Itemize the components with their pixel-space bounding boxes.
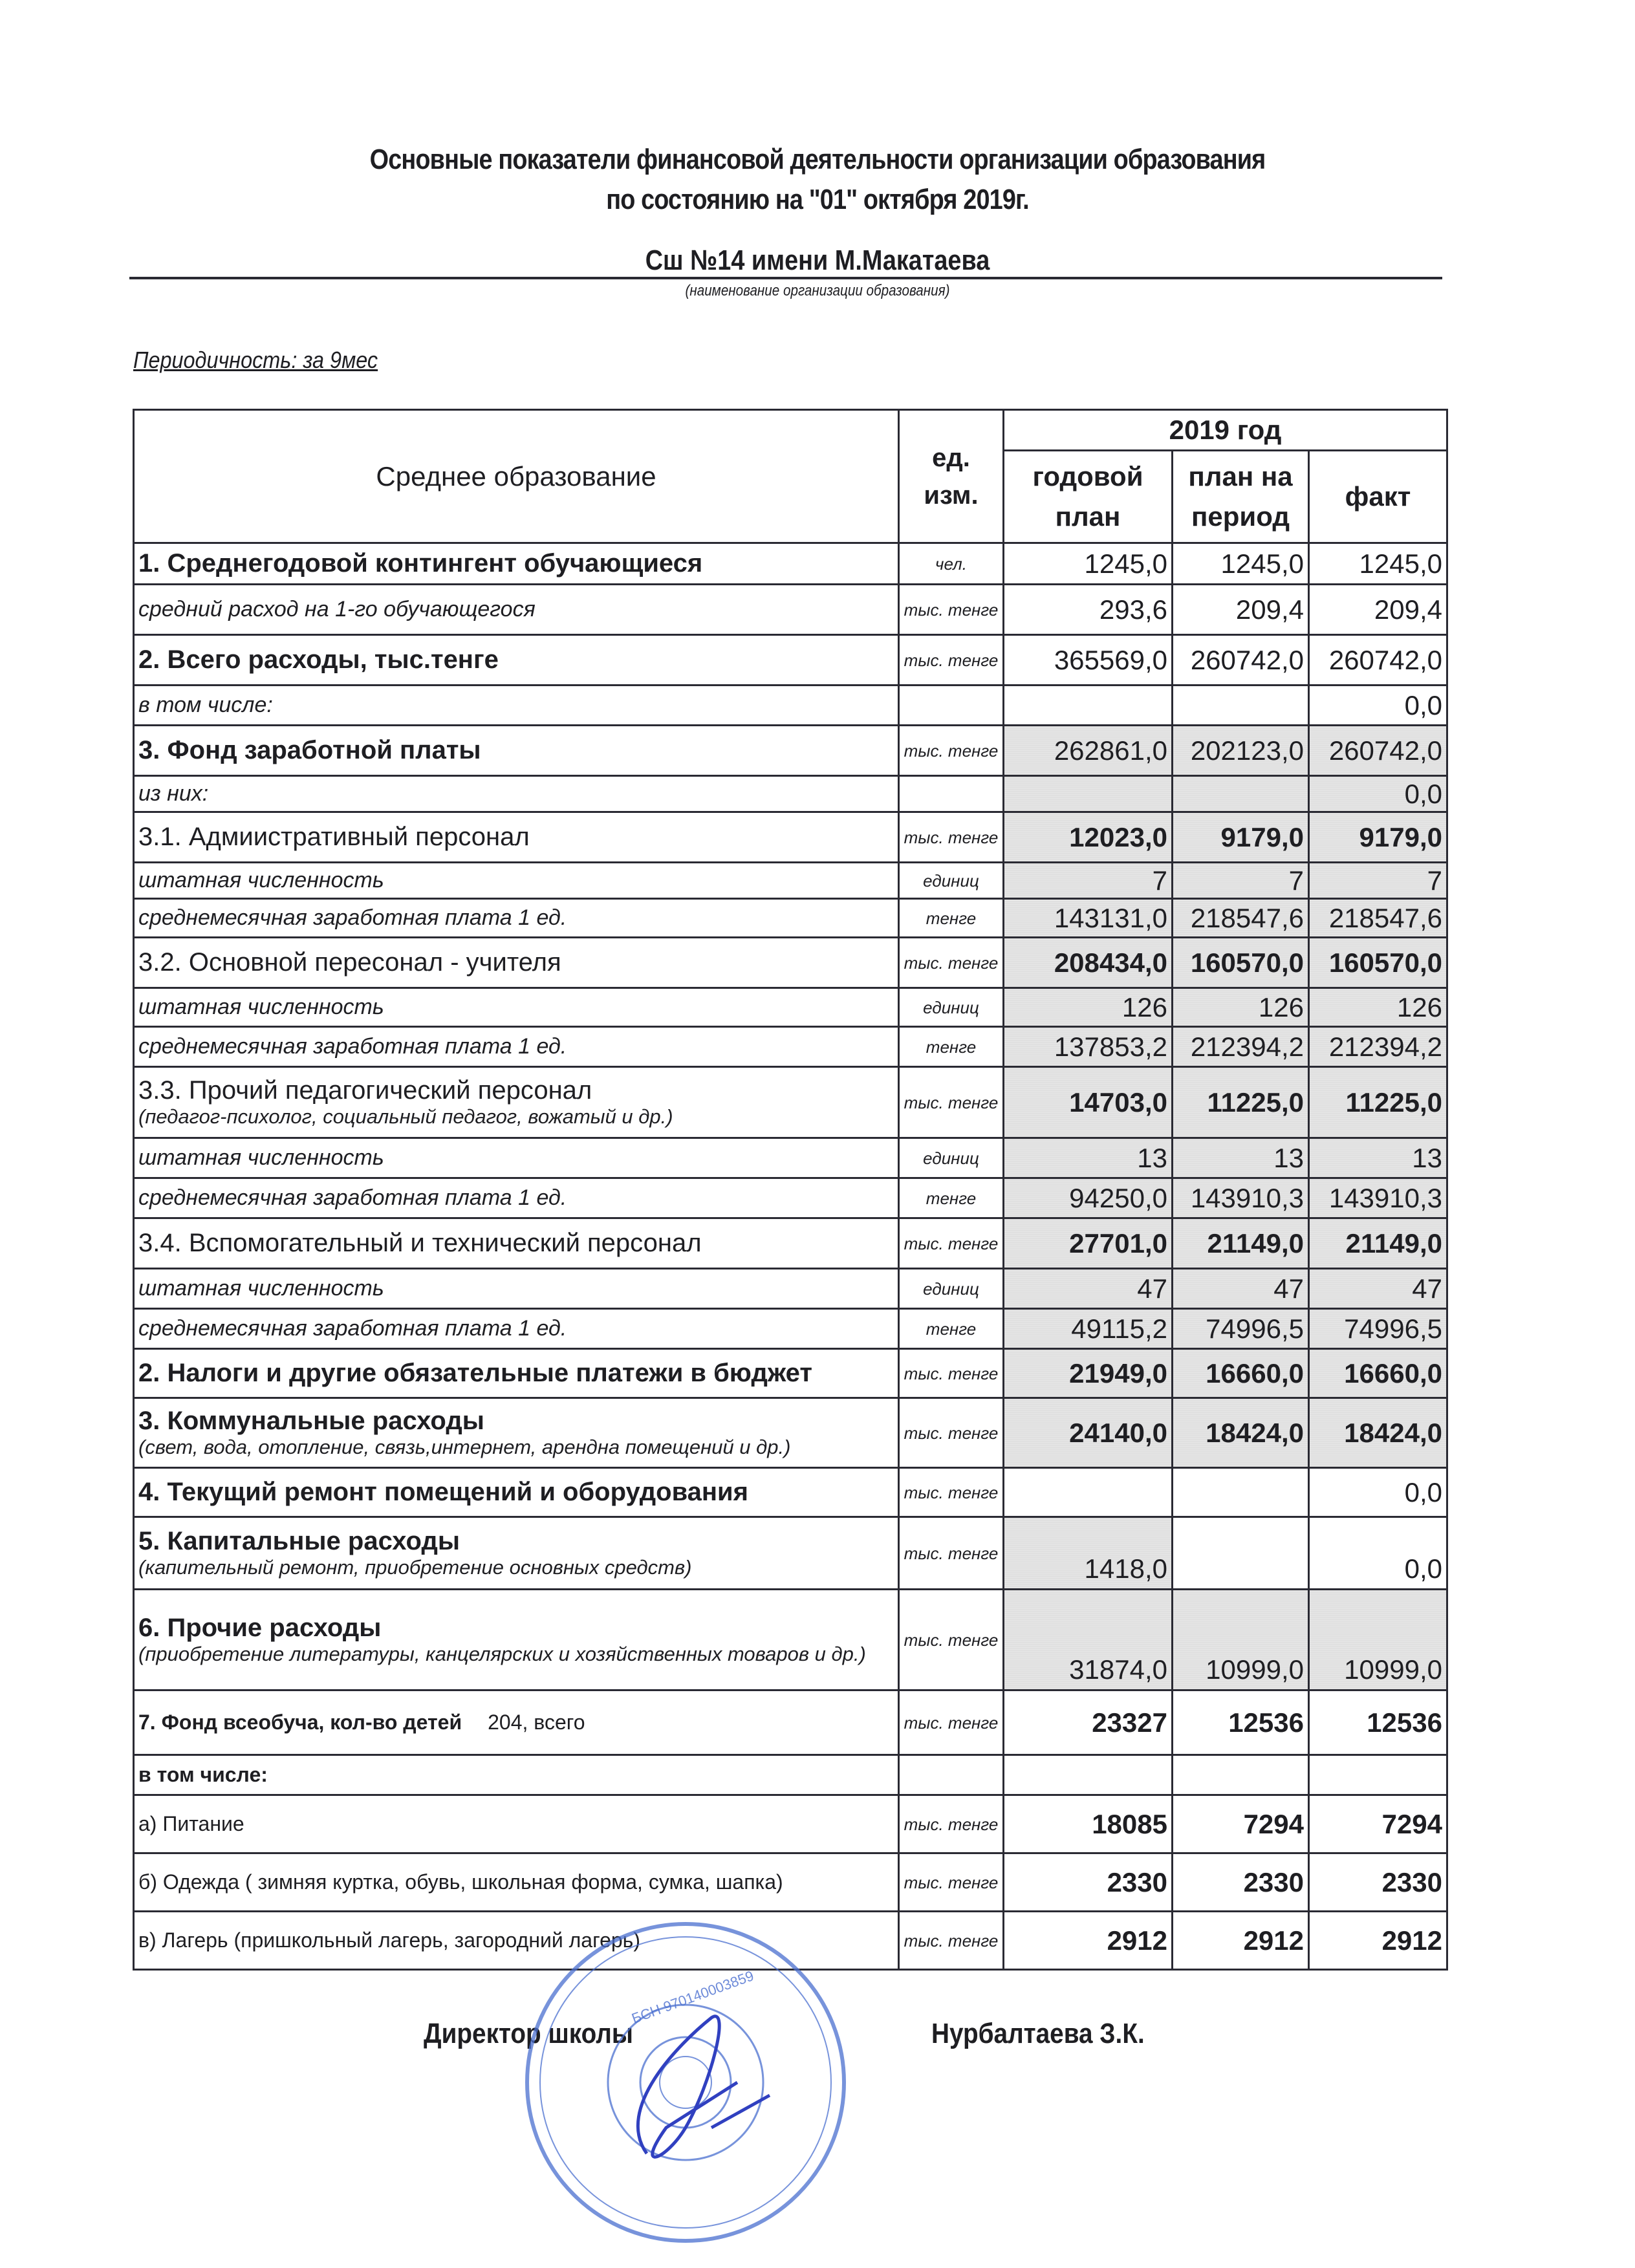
row-label-text: 7. Фонд всеобуча, кол-во детей bbox=[138, 1711, 462, 1734]
table-row bbox=[134, 1269, 1447, 1309]
cell-annual-plan: 14703,0 bbox=[1004, 1067, 1173, 1138]
table-row bbox=[134, 938, 1447, 988]
row-unit: тыс. тенге bbox=[899, 1398, 1004, 1468]
cell-period-plan: 1245,0 bbox=[1173, 543, 1309, 585]
table-row bbox=[134, 686, 1447, 726]
cell-period-plan: 7294 bbox=[1173, 1795, 1309, 1853]
cell-annual-plan: 47 bbox=[1004, 1269, 1173, 1309]
row-label-text: штатная численность bbox=[138, 868, 384, 892]
table-row bbox=[134, 726, 1447, 776]
row-label bbox=[134, 1517, 899, 1590]
cell-fact: 74996,5 bbox=[1309, 1309, 1447, 1349]
cell-fact: 21149,0 bbox=[1309, 1218, 1447, 1269]
cell-period-plan: 126 bbox=[1173, 988, 1309, 1027]
row-unit: тенге bbox=[899, 1027, 1004, 1067]
document-subtitle-date: по состоянию на "01" октября 2019г. bbox=[606, 184, 1029, 215]
cell-annual-plan: 2912 bbox=[1004, 1912, 1173, 1970]
cell-fact: 212394,2 bbox=[1309, 1027, 1447, 1067]
row-label bbox=[134, 726, 899, 776]
row-unit: тыс. тенге bbox=[899, 812, 1004, 863]
row-label-text: средний расход на 1-го обучающегося bbox=[138, 597, 536, 621]
row-unit: единиц bbox=[899, 863, 1004, 899]
table-row bbox=[134, 1309, 1447, 1349]
cell-fact: 209,4 bbox=[1309, 585, 1447, 635]
table-row bbox=[134, 585, 1447, 635]
financial-indicators-table bbox=[133, 409, 1448, 1971]
cell-period-plan bbox=[1173, 776, 1309, 812]
table-row bbox=[134, 1795, 1447, 1853]
periodicity-label: Периодичность: за 9мес bbox=[133, 347, 378, 373]
table-row bbox=[134, 1138, 1447, 1178]
table-row bbox=[134, 1067, 1447, 1138]
row-label-text: 3.2. Основной пересонал - учителя bbox=[138, 948, 561, 977]
row-unit: тыс. тенге bbox=[899, 1517, 1004, 1590]
stamp-bin-text: БСН 970140003859 bbox=[629, 1967, 756, 2027]
cell-fact: 18424,0 bbox=[1309, 1398, 1447, 1468]
cell-period-plan: 18424,0 bbox=[1173, 1398, 1309, 1468]
signature-role: Директор школы bbox=[424, 2018, 633, 2049]
cell-annual-plan: 126 bbox=[1004, 988, 1173, 1027]
row-unit bbox=[899, 686, 1004, 726]
row-unit: тыс. тенге bbox=[899, 1853, 1004, 1912]
cell-fact: 11225,0 bbox=[1309, 1067, 1447, 1138]
cell-fact: 143910,3 bbox=[1309, 1178, 1447, 1218]
row-label-text: среднемесячная заработная плата 1 ед. bbox=[138, 1034, 567, 1059]
row-label-text: 3. Коммунальные расходы bbox=[138, 1407, 484, 1435]
cell-annual-plan: 31874,0 bbox=[1004, 1590, 1173, 1690]
row-unit: тыс. тенге bbox=[899, 1218, 1004, 1269]
row-unit bbox=[899, 1755, 1004, 1795]
table-row bbox=[134, 1517, 1447, 1590]
cell-annual-plan: 23327 bbox=[1004, 1690, 1173, 1755]
row-label-text: 5. Капитальные расходы bbox=[138, 1527, 460, 1555]
organization-caption: (наименование организации образования) bbox=[685, 282, 950, 299]
document-title: Основные показатели финансовой деятельности организации образования bbox=[369, 144, 1266, 175]
row-label-text: а) Питание bbox=[138, 1812, 244, 1835]
table-row bbox=[134, 1468, 1447, 1517]
row-label bbox=[134, 1027, 899, 1067]
row-label bbox=[134, 1269, 899, 1309]
table-row bbox=[134, 1027, 1447, 1067]
row-label bbox=[134, 899, 899, 938]
cell-period-plan: 202123,0 bbox=[1173, 726, 1309, 776]
table-row bbox=[134, 812, 1447, 863]
row-label-text: 6. Прочие расходы bbox=[138, 1614, 382, 1642]
row-label-text: 4. Текущий ремонт помещений и оборудования bbox=[138, 1478, 748, 1506]
row-sublabel: (свет, вода, отопление, связь,интернет, арендна помещений и др.) bbox=[138, 1436, 791, 1458]
row-label-text: среднемесячная заработная плата 1 ед. bbox=[138, 1185, 567, 1210]
row-label-text: в том числе: bbox=[138, 693, 273, 717]
row-unit: тыс. тенге bbox=[899, 1349, 1004, 1398]
cell-fact: 2330 bbox=[1309, 1853, 1447, 1912]
cell-period-plan bbox=[1173, 1755, 1309, 1795]
cell-fact: 1245,0 bbox=[1309, 543, 1447, 585]
row-label bbox=[134, 635, 899, 686]
table-row bbox=[134, 543, 1447, 585]
cell-period-plan: 21149,0 bbox=[1173, 1218, 1309, 1269]
table-row bbox=[134, 1398, 1447, 1468]
cell-annual-plan: 293,6 bbox=[1004, 585, 1173, 635]
cell-period-plan: 7 bbox=[1173, 863, 1309, 899]
cell-period-plan: 2330 bbox=[1173, 1853, 1309, 1912]
row-unit bbox=[899, 776, 1004, 812]
row-unit: тыс. тенге bbox=[899, 1468, 1004, 1517]
row-label-text: в том числе: bbox=[138, 1763, 268, 1786]
cell-fact: 260742,0 bbox=[1309, 635, 1447, 686]
row-unit: тыс. тенге bbox=[899, 1912, 1004, 1970]
row-unit: тыс. тенге bbox=[899, 938, 1004, 988]
row-label bbox=[134, 938, 899, 988]
table-row bbox=[134, 1178, 1447, 1218]
row-unit: тенге bbox=[899, 1309, 1004, 1349]
header-annual-plan: годовой план bbox=[1004, 451, 1173, 543]
cell-annual-plan: 1245,0 bbox=[1004, 543, 1173, 585]
row-unit: тыс. тенге bbox=[899, 1795, 1004, 1853]
cell-period-plan: 160570,0 bbox=[1173, 938, 1309, 988]
row-label bbox=[134, 988, 899, 1027]
cell-fact: 0,0 bbox=[1309, 1517, 1447, 1590]
cell-annual-plan: 94250,0 bbox=[1004, 1178, 1173, 1218]
row-sublabel: (капительный ремонт, приобретение основных средств) bbox=[138, 1556, 692, 1579]
row-label bbox=[134, 1398, 899, 1468]
row-label-text: 2. Налоги и другие обязательные платежи в бюджет bbox=[138, 1359, 812, 1387]
row-label bbox=[134, 543, 899, 585]
table-row bbox=[134, 1690, 1447, 1755]
row-unit: тыс. тенге bbox=[899, 1590, 1004, 1690]
cell-annual-plan: 13 bbox=[1004, 1138, 1173, 1178]
row-label bbox=[134, 1755, 899, 1795]
row-label-text: среднемесячная заработная плата 1 ед. bbox=[138, 1316, 567, 1341]
cell-annual-plan: 18085 bbox=[1004, 1795, 1173, 1853]
cell-annual-plan bbox=[1004, 776, 1173, 812]
cell-fact: 0,0 bbox=[1309, 1468, 1447, 1517]
row-unit: тыс. тенге bbox=[899, 1690, 1004, 1755]
cell-period-plan: 74996,5 bbox=[1173, 1309, 1309, 1349]
cell-period-plan: 11225,0 bbox=[1173, 1067, 1309, 1138]
cell-period-plan: 16660,0 bbox=[1173, 1349, 1309, 1398]
row-unit: тенге bbox=[899, 1178, 1004, 1218]
signature-name: Нурбалтаева З.К. bbox=[931, 2018, 1145, 2049]
row-label-text: 3.1. Адмиистративный персонал bbox=[138, 823, 530, 851]
cell-annual-plan: 2330 bbox=[1004, 1853, 1173, 1912]
cell-fact bbox=[1309, 1755, 1447, 1795]
cell-fact: 0,0 bbox=[1309, 776, 1447, 812]
official-stamp-icon bbox=[517, 1914, 854, 2251]
cell-period-plan bbox=[1173, 1517, 1309, 1590]
children-count: 204, всего bbox=[488, 1711, 585, 1734]
row-label bbox=[134, 863, 899, 899]
row-unit: единиц bbox=[899, 1269, 1004, 1309]
row-unit: тыс. тенге bbox=[899, 726, 1004, 776]
cell-fact: 47 bbox=[1309, 1269, 1447, 1309]
row-sublabel: (приобретение литературы, канцелярских и хозяйственных товаров и др.) bbox=[138, 1643, 866, 1665]
row-label bbox=[134, 776, 899, 812]
row-label bbox=[134, 1309, 899, 1349]
header-period-plan: план на период bbox=[1173, 451, 1309, 543]
cell-period-plan: 12536 bbox=[1173, 1690, 1309, 1755]
row-label bbox=[134, 1178, 899, 1218]
row-unit: чел. bbox=[899, 543, 1004, 585]
row-label-text: штатная численность bbox=[138, 995, 384, 1019]
row-label-text: 2. Всего расходы, тыс.тенге bbox=[138, 645, 499, 674]
cell-annual-plan: 365569,0 bbox=[1004, 635, 1173, 686]
table-row bbox=[134, 1349, 1447, 1398]
table-row bbox=[134, 1590, 1447, 1690]
cell-fact: 0,0 bbox=[1309, 686, 1447, 726]
cell-fact: 126 bbox=[1309, 988, 1447, 1027]
row-label bbox=[134, 1138, 899, 1178]
row-label-text: в) Лагерь (пришкольный лагерь, загородний лагерь) bbox=[138, 1928, 640, 1952]
row-label bbox=[134, 1218, 899, 1269]
cell-annual-plan: 143131,0 bbox=[1004, 899, 1173, 938]
row-unit: тыс. тенге bbox=[899, 585, 1004, 635]
row-label bbox=[134, 1349, 899, 1398]
row-sublabel: (педагог-психолог, социальный педагог, вожатый и др.) bbox=[138, 1105, 673, 1128]
cell-period-plan: 13 bbox=[1173, 1138, 1309, 1178]
organization-name: Сш №14 имени М.Макатаева bbox=[645, 244, 990, 276]
cell-fact: 13 bbox=[1309, 1138, 1447, 1178]
header-section: Среднее образование bbox=[134, 410, 899, 543]
cell-annual-plan bbox=[1004, 1755, 1173, 1795]
cell-fact: 160570,0 bbox=[1309, 938, 1447, 988]
header-unit: ед. изм. bbox=[899, 410, 1004, 543]
row-label bbox=[134, 1067, 899, 1138]
cell-period-plan: 10999,0 bbox=[1173, 1590, 1309, 1690]
cell-period-plan bbox=[1173, 1468, 1309, 1517]
cell-annual-plan: 1418,0 bbox=[1004, 1517, 1173, 1590]
header-row-year bbox=[134, 410, 1447, 451]
row-unit: единиц bbox=[899, 988, 1004, 1027]
row-unit: тенге bbox=[899, 899, 1004, 938]
cell-annual-plan: 21949,0 bbox=[1004, 1349, 1173, 1398]
table-row bbox=[134, 1853, 1447, 1912]
row-label bbox=[134, 1590, 899, 1690]
header-fact: факт bbox=[1309, 451, 1447, 543]
cell-annual-plan: 208434,0 bbox=[1004, 938, 1173, 988]
table-row bbox=[134, 635, 1447, 686]
cell-fact: 260742,0 bbox=[1309, 726, 1447, 776]
row-label-text: штатная численность bbox=[138, 1276, 384, 1301]
table-row bbox=[134, 1218, 1447, 1269]
row-label bbox=[134, 1853, 899, 1912]
row-label-text: 3.4. Вспомогательный и технический персонал bbox=[138, 1229, 702, 1257]
row-label bbox=[134, 585, 899, 635]
row-unit: единиц bbox=[899, 1138, 1004, 1178]
cell-period-plan: 143910,3 bbox=[1173, 1178, 1309, 1218]
cell-period-plan: 218547,6 bbox=[1173, 899, 1309, 938]
cell-annual-plan bbox=[1004, 1468, 1173, 1517]
table-row bbox=[134, 1755, 1447, 1795]
cell-annual-plan: 27701,0 bbox=[1004, 1218, 1173, 1269]
table-row bbox=[134, 776, 1447, 812]
cell-fact: 7 bbox=[1309, 863, 1447, 899]
row-label-text: среднемесячная заработная плата 1 ед. bbox=[138, 905, 567, 930]
row-label bbox=[134, 686, 899, 726]
cell-fact: 218547,6 bbox=[1309, 899, 1447, 938]
cell-annual-plan: 12023,0 bbox=[1004, 812, 1173, 863]
table-row bbox=[134, 988, 1447, 1027]
row-label-text: 3. Фонд заработной платы bbox=[138, 736, 481, 764]
organization-underline bbox=[129, 277, 1442, 279]
row-label bbox=[134, 1690, 899, 1755]
row-unit: тыс. тенге bbox=[899, 1067, 1004, 1138]
cell-period-plan: 2912 bbox=[1173, 1912, 1309, 1970]
cell-annual-plan: 262861,0 bbox=[1004, 726, 1173, 776]
cell-period-plan bbox=[1173, 686, 1309, 726]
cell-fact: 9179,0 bbox=[1309, 812, 1447, 863]
row-label-text: 1. Среднегодовой контингент обучающиеся bbox=[138, 549, 703, 578]
cell-annual-plan: 137853,2 bbox=[1004, 1027, 1173, 1067]
row-label-text: штатная численность bbox=[138, 1145, 384, 1170]
cell-period-plan: 9179,0 bbox=[1173, 812, 1309, 863]
row-label bbox=[134, 1795, 899, 1853]
cell-annual-plan bbox=[1004, 686, 1173, 726]
table-row bbox=[134, 863, 1447, 899]
cell-fact: 12536 bbox=[1309, 1690, 1447, 1755]
cell-fact: 2912 bbox=[1309, 1912, 1447, 1970]
row-label-text: 3.3. Прочий педагогический персонал bbox=[138, 1076, 592, 1105]
cell-fact: 10999,0 bbox=[1309, 1590, 1447, 1690]
cell-period-plan: 212394,2 bbox=[1173, 1027, 1309, 1067]
cell-fact: 7294 bbox=[1309, 1795, 1447, 1853]
row-label-text: б) Одежда ( зимняя куртка, обувь, школьная форма, сумка, шапка) bbox=[138, 1870, 783, 1894]
row-label bbox=[134, 1468, 899, 1517]
row-label-text: из них: bbox=[138, 781, 209, 806]
header-year: 2019 год bbox=[1004, 410, 1447, 451]
table-row bbox=[134, 899, 1447, 938]
cell-period-plan: 260742,0 bbox=[1173, 635, 1309, 686]
cell-annual-plan: 49115,2 bbox=[1004, 1309, 1173, 1349]
cell-period-plan: 209,4 bbox=[1173, 585, 1309, 635]
cell-period-plan: 47 bbox=[1173, 1269, 1309, 1309]
row-unit: тыс. тенге bbox=[899, 635, 1004, 686]
row-label bbox=[134, 812, 899, 863]
cell-annual-plan: 7 bbox=[1004, 863, 1173, 899]
cell-annual-plan: 24140,0 bbox=[1004, 1398, 1173, 1468]
cell-fact: 16660,0 bbox=[1309, 1349, 1447, 1398]
